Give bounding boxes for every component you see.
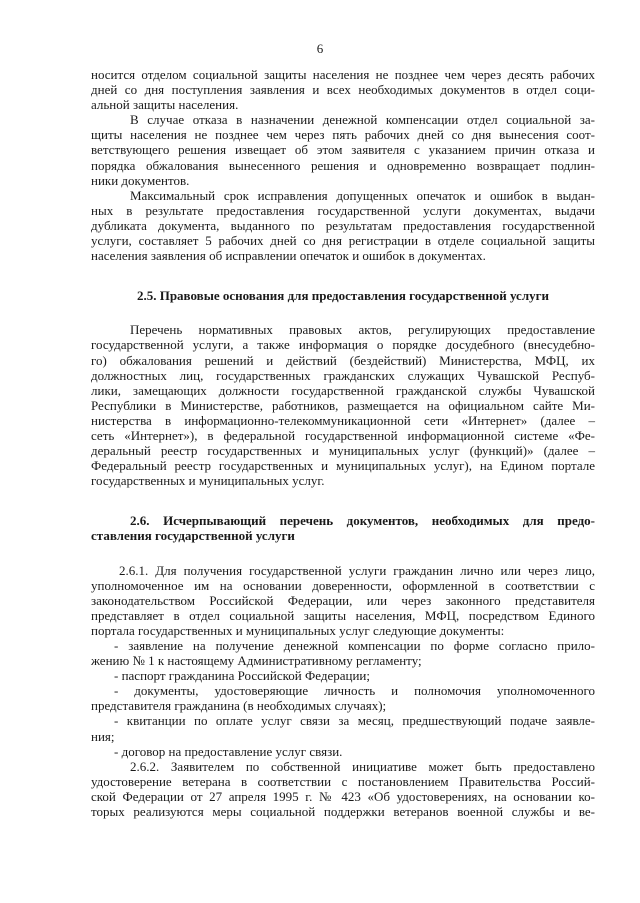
paragraph [91, 188, 595, 263]
text-line: дней со дня поступления заявления и всех необходимых документов в отдел соци- [91, 82, 595, 98]
paragraph [91, 322, 595, 488]
text-line: ветствующего решения извещает об этом заявителя с указанием причин отказа и [91, 142, 595, 158]
text-line: законодательством Российской Федерации, или через законного представителя [91, 592, 595, 608]
text-line: ния; [91, 728, 115, 744]
section-heading [91, 513, 595, 543]
text-line: 2.6.2. Заявителем по собственной инициативе может быть предоставлено [130, 758, 595, 774]
heading-line: 2.5. Правовые основания для предоставления государственной услуги [136, 288, 550, 304]
text-line: представителя гражданина (в необходимых случаях); [91, 698, 387, 714]
text-line: уполномоченное им на основании доверенности, оформленной в соответствии с [91, 577, 595, 593]
text-line: представляет в отдел социальной защиты населения, МФЦ, посредством Единого [91, 607, 595, 623]
text-line: Максимальный срок исправления допущенных опечаток и ошибок в выдан- [130, 187, 595, 203]
text-line: - квитанции по оплате услуг связи за месяц, предшествующий подаче заявле- [114, 713, 595, 729]
text-line: сеть «Интернет»), в федеральной государственной информационной системе «Фе- [91, 427, 595, 443]
text-line: лики, замещающих должности государственной гражданской службы Чувашской [91, 382, 595, 398]
spacer [91, 544, 595, 563]
text-line: ники документов. [91, 172, 190, 188]
text-line: деральный реестр государственных и муниципальных услуг (функций)» (далее – [91, 443, 595, 459]
text-line: - договор на предоставление услуг связи. [114, 743, 343, 759]
text-line: - документы, удостоверяющие личность и полномочия уполномоченного [114, 683, 595, 699]
text-line: носится отделом социальной защиты населения не позднее чем через десять рабочих [91, 67, 595, 82]
text-line: должностных лиц, государственных гражданских служащих Чувашской Респуб- [91, 367, 595, 383]
text-line: порядка обжалования вынесенного решения и одновременно возвращает подлин- [91, 157, 595, 173]
text-line: - заявление на получение денежной компенсации по форме согласно прило- [114, 638, 595, 653]
paragraph [91, 112, 595, 187]
text-line: Федеральный реестр государственных и муниципальных услуг), на Едином портале [91, 458, 595, 474]
text-line: жению № 1 к настоящему Административному регламенту; [91, 653, 422, 669]
text-line: - паспорт гражданина Российской Федерации; [114, 668, 370, 684]
text-line: ных в результате предоставления государственной услуги документах, выдачи [91, 202, 595, 218]
text-line: услуги, составляет 5 рабочих дней со дня регистрации в отделе социальной защиты [91, 233, 595, 249]
page-number: 6 [316, 41, 324, 56]
text-line: торых реализуются меры социальной поддержки ветеранов военной службы и ве- [91, 804, 595, 820]
text-line: портала государственных и муниципальных услуг следующие документы: [91, 622, 505, 638]
spacer [91, 303, 595, 322]
text-line: щиты населения не позднее чем через пять рабочих дней со дня вынесения соот- [91, 127, 595, 143]
heading-line: 2.6. Исчерпывающий перечень документов, необходимых для предо- [130, 513, 595, 529]
paragraph [91, 563, 595, 820]
text-line: В случае отказа в назначении денежной компенсации отдел социальной за- [130, 112, 595, 128]
text-line: 2.6.1. Для получения государственной услуги гражданин лично или через лицо, [119, 562, 595, 578]
spacer [91, 488, 595, 513]
text-line: го) обжалования решений и действий (бездействий) Министерства, МФЦ, их [91, 352, 595, 368]
text-line: населения заявления об исправлении опечаток и ошибок в документах. [91, 248, 486, 264]
text-line: государственных и муниципальных услуг. [91, 473, 325, 489]
text-line: удостоверение ветерана в соответствии с постановлением Правительства Россий- [91, 773, 595, 789]
section-heading [91, 288, 595, 303]
text-line: ской Федерации от 27 апреля 1995 г. № 423 «Об удостоверениях, на основании ко- [91, 788, 595, 804]
text-line: альной защиты населения. [91, 97, 239, 113]
text-line: нистерства в информационно-телекоммуникационной сети «Интернет» (далее – [91, 412, 595, 428]
text-line: дубликата документа, выданного по результатам предоставления государственной [91, 217, 595, 233]
text-line: Перечень нормативных правовых актов, регулирующих предоставление [130, 322, 595, 338]
text-line: Республики в Министерстве, работников, размещается на официальном сайте Ми- [91, 397, 595, 413]
heading-line: ставления государственной услуги [91, 528, 295, 544]
paragraph [91, 67, 595, 112]
text-line: государственной услуги, а также информация о порядке досудебного (внесудебно- [91, 337, 595, 353]
spacer [91, 263, 595, 288]
document-body [91, 67, 595, 819]
